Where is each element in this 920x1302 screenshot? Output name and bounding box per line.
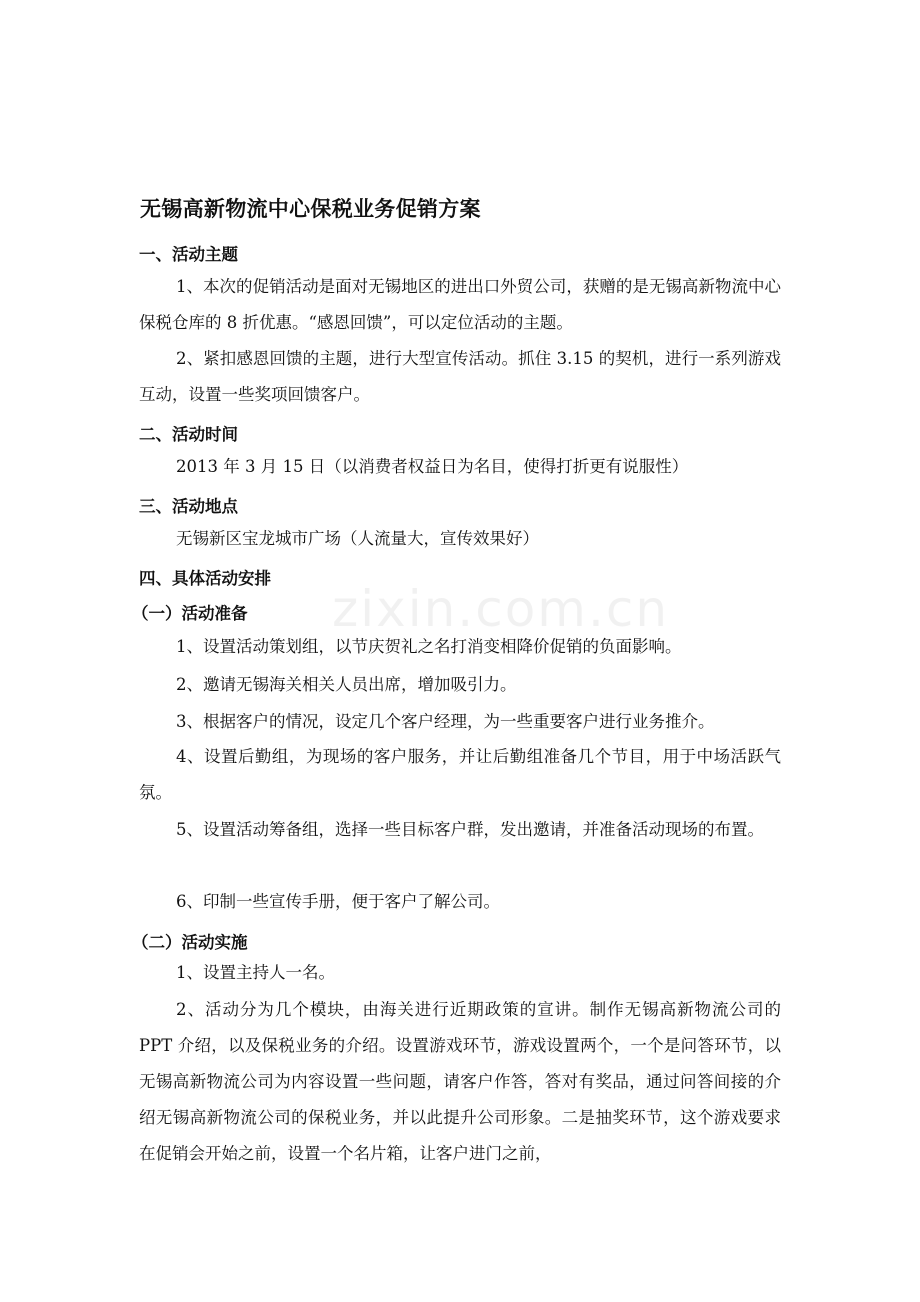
subsection-heading-prep: （一）活动准备	[132, 604, 248, 623]
section-heading-place: 三、活动地点	[139, 497, 238, 516]
list-item: 6、印制一些宣传手册，便于客户了解公司。	[176, 892, 500, 911]
list-item: 3、根据客户的情况，设定几个客户经理，为一些重要客户进行业务推介。	[176, 712, 715, 731]
document-title: 无锡高新物流中心保税业务促销方案	[140, 197, 481, 221]
list-item: 4、设置后勤组，为现场的客户服务，并让后勤组准备几个节目，用于中场活跃气氛。	[139, 747, 781, 802]
list-item: 2、活动分为几个模块，由海关进行近期政策的宣讲。制作无锡高新物流公司的 PPT 介绍，以及保税业务的介绍。设置游戏环节，游戏设置两个，一个是问答环节，以无锡高新物流公司为内容设置一些问题，请客户作答，答对有奖品，通过问答间接的介绍无锡高新物流公司的保税业务，并以此提升公司形象。二是抽奖环节，这个游戏要求在促销会开始之前，设置一个名片箱，让客户进门之前，	[139, 1000, 781, 1163]
list-item: 1、设置主持人一名。	[176, 963, 335, 982]
subsection-heading-impl: （二）活动实施	[132, 933, 248, 952]
section-heading-arrangement: 四、具体活动安排	[139, 569, 271, 588]
paragraph: 2、紧扣感恩回馈的主题，进行大型宣传活动。抓住 3.15 的契机，进行一系列游戏互动，设置一些奖项回馈客户。	[139, 349, 781, 404]
paragraph: 2013 年 3 月 15 日（以消费者权益日为名目，使得打折更有说服性）	[176, 457, 689, 476]
list-item: 2、邀请无锡海关相关人员出席，增加吸引力。	[176, 675, 517, 694]
watermark: zixin.com.cn	[332, 580, 670, 638]
list-item: 1、设置活动策划组，以节庆贺礼之名打消变相降价促销的负面影响。	[176, 637, 682, 656]
section-heading-theme: 一、活动主题	[139, 245, 238, 264]
section-heading-time: 二、活动时间	[139, 425, 238, 444]
paragraph: 1、本次的促销活动是面对无锡地区的进出口外贸公司，获赠的是无锡高新物流中心保税仓库的 8 折优惠。“感恩回馈”，可以定位活动的主题。	[139, 277, 781, 332]
list-item: 5、设置活动筹备组，选择一些目标客户群，发出邀请，并准备活动现场的布置。	[176, 820, 764, 839]
paragraph: 无锡新区宝龙城市广场（人流量大，宣传效果好）	[176, 529, 539, 548]
